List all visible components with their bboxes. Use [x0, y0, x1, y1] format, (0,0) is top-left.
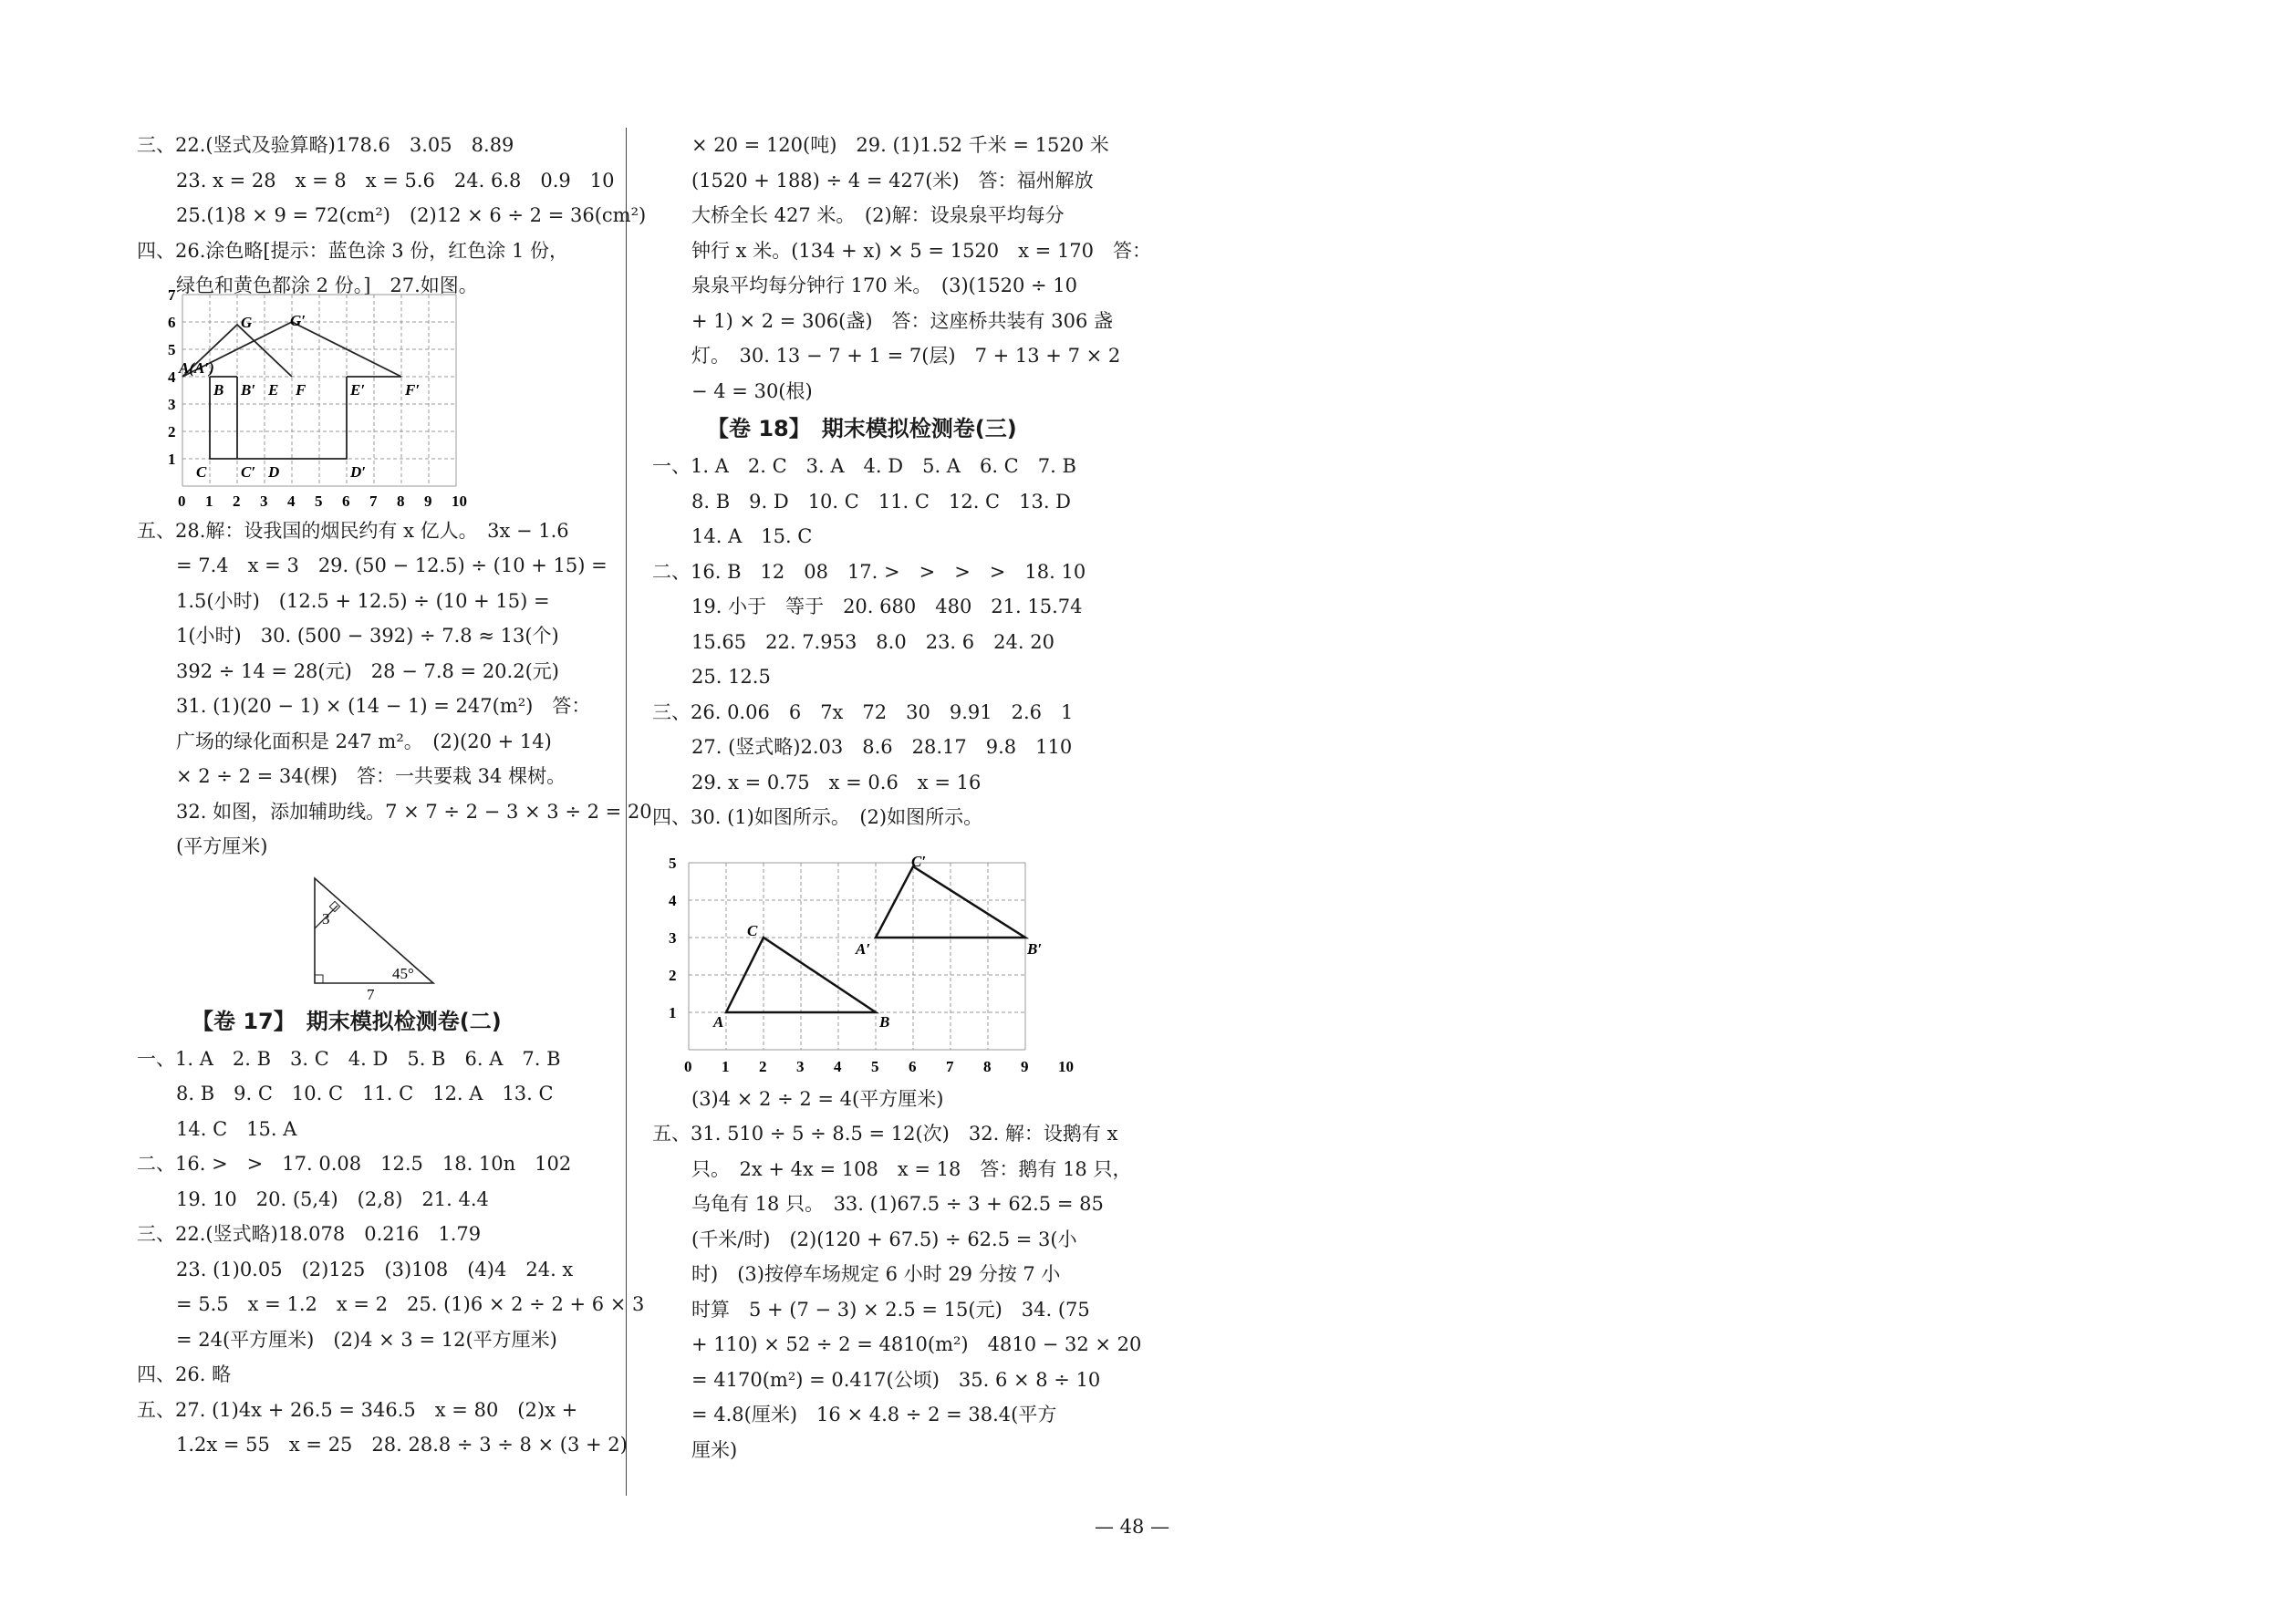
answer-line: 灯。 30. 13 − 7 + 1 = 7(层) 7 + 13 + 7 × 2: [691, 345, 1121, 367]
answer-line: + 1) × 2 = 306(盏) 答：这座桥共装有 306 盏: [691, 309, 1113, 332]
answer-line: (1520 + 188) ÷ 4 = 427(米) 答：福州解放: [691, 169, 1094, 192]
section-heading-18: 【卷 18】 期末模拟检测卷(三): [707, 416, 1017, 441]
left-answer-block-1: [137, 128, 647, 304]
answer-line: 1(小时) 30. (500 − 392) ÷ 7.8 ≈ 13(个): [176, 625, 559, 647]
answer-line: 一、1. A 2. B 3. C 4. D 5. B 6. A 7. B: [137, 1047, 561, 1070]
answer-line: 乌龟有 18 只。 33. (1)67.5 ÷ 3 + 62.5 = 85: [691, 1193, 1104, 1215]
x-tick-label: 0: [684, 1057, 692, 1075]
answer-line: 泉泉平均每分钟行 170 米。 (3)(1520 ÷ 10: [691, 275, 1077, 296]
answer-line: 三、26. 0.06 6 7x 72 30 9.91 2.6 1: [652, 700, 1074, 723]
answer-line: 15.65 22. 7.953 8.0 23. 6 24. 20: [691, 630, 1054, 653]
x-tick-label: 6: [342, 492, 350, 510]
x-tick-label: 5: [315, 492, 323, 510]
right-answer-block-3: [652, 1082, 1142, 1468]
answer-line: 时算 5 + (7 − 3) × 2.5 = 15(元) 34. (75: [691, 1298, 1090, 1321]
answer-line: 一、1. A 2. C 3. A 4. D 5. A 6. C 7. B: [652, 455, 1076, 477]
triangle-svg: [137, 865, 602, 1001]
answer-line: 钟行 x 米。(134 + x) × 5 = 1520 x = 170 答：: [691, 239, 1152, 262]
answer-line: 厘米): [691, 1438, 738, 1461]
right-answer-block-2: [652, 449, 1127, 835]
y-tick-label: 7: [168, 285, 176, 304]
coordinate-grid-figure-right: [652, 835, 1127, 1082]
answer-line: (千米/时) (2)(120 + 67.5) ÷ 62.5 = 3(小: [691, 1228, 1077, 1250]
x-tick-label: 8: [397, 492, 405, 510]
page-number: — 48 —: [1095, 1516, 1170, 1538]
point-label-c-prime: C′: [911, 852, 927, 870]
answer-line: 8. B 9. C 10. C 11. C 12. A 13. C: [176, 1083, 554, 1104]
x-tick-label: 6: [909, 1057, 917, 1075]
point-label-a-prime: A′: [856, 939, 871, 958]
answer-line: 1.5(小时) (12.5 + 12.5) ÷ (10 + 15) =: [176, 589, 550, 612]
answer-line: 三、22.(竖式及验算略)178.6 3.05 8.89: [137, 134, 514, 156]
answer-line: 25. 12.5: [691, 666, 771, 688]
grid-right-svg: [652, 835, 1127, 1082]
x-tick-label: 9: [1021, 1057, 1029, 1075]
x-tick-label: 4: [834, 1057, 842, 1075]
y-tick-label: 1: [168, 450, 176, 468]
right-angle-mark-corner: [315, 975, 323, 983]
answer-line: 14. C 15. A: [176, 1117, 297, 1140]
y-tick-label: 6: [168, 313, 176, 331]
point-label-g-prime: G′: [290, 311, 306, 329]
right-angle-mark-aux: [329, 901, 339, 911]
answer-line: 广场的绿化面积是 247 m²。 (2)(20 + 14): [176, 730, 552, 752]
answer-line: = 4170(m²) = 0.417(公顷) 35. 6 × 8 ÷ 10: [691, 1368, 1101, 1391]
x-tick-label: 5: [871, 1057, 879, 1075]
answer-line: 8. B 9. D 10. C 11. C 12. C 13. D: [691, 490, 1072, 513]
y-tick-label: 2: [168, 422, 176, 441]
right-answer-block-1: [652, 128, 1152, 409]
x-tick-label: 4: [287, 492, 296, 510]
point-label-a: A: [713, 1012, 724, 1031]
answer-line: 五、31. 510 ÷ 5 ÷ 8.5 = 12(次) 32. 解：设鹅有 x: [652, 1123, 1118, 1145]
point-label-b: B: [213, 380, 224, 399]
x-tick-label: 10: [1058, 1057, 1074, 1075]
answer-line: 32. 如图，添加辅助线。7 × 7 ÷ 2 − 3 × 3 ÷ 2 = 20: [176, 800, 652, 823]
point-label-f-prime: F′: [405, 380, 421, 399]
answer-line: = 24(平方厘米) (2)4 × 3 = 12(平方厘米): [176, 1328, 557, 1351]
x-tick-label: 10: [452, 492, 467, 510]
answer-line: 五、27. (1)4x + 26.5 = 346.5 x = 80 (2)x +: [137, 1398, 578, 1421]
answer-line: 25.(1)8 × 9 = 72(cm²) (2)12 × 6 ÷ 2 = 36(cm²): [176, 204, 647, 226]
x-tick-label: 3: [260, 492, 268, 510]
answer-line: 时) (3)按停车场规定 6 小时 29 分按 7 小: [691, 1263, 1061, 1285]
right-column: [652, 128, 1152, 1467]
answer-line: 四、30. (1)如图所示。 (2)如图所示。: [652, 806, 983, 828]
point-label-a: A(A′): [179, 358, 214, 377]
answer-line: 大桥全长 427 米。 (2)解：设泉泉平均每分: [691, 204, 1065, 226]
answer-line: 14. A 15. C: [691, 525, 813, 547]
y-tick-label: 4: [168, 368, 176, 386]
right-triangle-figure: [137, 865, 602, 1001]
answer-line: 19. 小于 等于 20. 680 480 21. 15.74: [691, 596, 1083, 617]
x-tick-label: 1: [722, 1057, 730, 1075]
point-label-b: B: [879, 1012, 890, 1031]
answer-line: 19. 10 20. (5,4) (2,8) 21. 4.4: [176, 1187, 489, 1210]
point-label-d-prime: D′: [350, 462, 367, 481]
point-label-c: C: [196, 462, 207, 481]
point-label-c-prime: C′: [241, 462, 256, 481]
y-tick-label: 5: [168, 340, 176, 358]
triangle-angle-label: 45°: [392, 964, 414, 982]
y-tick-label: 1: [669, 1003, 677, 1021]
answer-line: 29. x = 0.75 x = 0.6 x = 16: [691, 771, 982, 793]
left-answer-block-2: [137, 513, 652, 865]
section-heading-17: 【卷 17】 期末模拟检测卷(二): [192, 1008, 502, 1034]
point-label-e: E: [268, 380, 279, 399]
point-label-g: G: [241, 313, 253, 331]
answer-line: 二、16. > > 17. 0.08 12.5 18. 10n 102: [137, 1153, 572, 1175]
answer-line: 五、28.解：设我国的烟民约有 x 亿人。 3x − 1.6: [137, 519, 569, 542]
point-label-e-prime: E′: [350, 380, 366, 399]
answer-line: 四、26. 略: [137, 1363, 232, 1385]
point-label-c: C: [747, 921, 758, 939]
answer-line: (3)4 × 2 ÷ 2 = 4(平方厘米): [691, 1087, 944, 1110]
answer-line: × 2 ÷ 2 = 34(棵) 答：一共要栽 34 棵树。: [176, 765, 566, 787]
answer-line: = 4.8(厘米) 16 × 4.8 ÷ 2 = 38.4(平方: [691, 1404, 1057, 1425]
x-tick-label: 2: [233, 492, 241, 510]
answer-line: × 20 = 120(吨) 29. (1)1.52 千米 = 1520 米: [691, 134, 1109, 156]
answer-line: 1.2x = 55 x = 25 28. 28.8 ÷ 3 ÷ 8 × (3 + 2): [176, 1434, 628, 1456]
x-tick-label: 3: [796, 1057, 805, 1075]
y-tick-label: 3: [168, 395, 176, 413]
answer-line: (平方厘米): [176, 835, 268, 857]
y-tick-label: 5: [669, 854, 677, 872]
triangle-side-label: 3: [322, 909, 330, 928]
answer-line: 27. (竖式略)2.03 8.6 28.17 9.8 110: [691, 736, 1073, 758]
answer-line: 绿色和黄色都涂 2 份。] 27.如图。: [176, 275, 478, 296]
triangle-shape: [315, 878, 433, 983]
triangle-base-label: 7: [367, 985, 375, 1003]
answer-line: 四、26.涂色略[提示：蓝色涂 3 份，红色涂 1 份，: [137, 239, 569, 262]
y-tick-label: 3: [669, 928, 677, 947]
x-tick-label: 2: [759, 1057, 767, 1075]
answer-line: 31. (1)(20 − 1) × (14 − 1) = 247(m²) 答：: [176, 695, 591, 717]
answer-line: 23. (1)0.05 (2)125 (3)108 (4)4 24. x: [176, 1258, 574, 1280]
y-tick-label: 4: [669, 891, 677, 909]
x-tick-label: 7: [369, 492, 378, 510]
point-label-b-prime: B′: [241, 380, 256, 399]
answer-line: = 5.5 x = 1.2 x = 2 25. (1)6 × 2 ÷ 2 + 6 × 3: [176, 1293, 645, 1315]
y-tick-label: 2: [669, 966, 677, 984]
answer-line: 三、22.(竖式略)18.078 0.216 1.79: [137, 1223, 482, 1245]
left-column: [137, 128, 652, 1463]
answer-line: 只。 2x + 4x = 108 x = 18 答：鹅有 18 只，: [691, 1157, 1132, 1180]
x-tick-label: 1: [205, 492, 213, 510]
x-tick-label: 0: [178, 492, 186, 510]
x-tick-label: 7: [946, 1057, 954, 1075]
answer-line: + 110) × 52 ÷ 2 = 4810(m²) 4810 − 32 × 20: [691, 1333, 1142, 1355]
answer-line: = 7.4 x = 3 29. (50 − 12.5) ÷ (10 + 15) =: [176, 555, 608, 576]
x-tick-label: 8: [983, 1057, 992, 1075]
left-answer-block-3: [137, 1042, 645, 1463]
x-tick-label: 9: [424, 492, 432, 510]
point-label-b-prime: B′: [1027, 939, 1043, 958]
answer-line: 392 ÷ 14 = 28(元) 28 − 7.8 = 20.2(元): [176, 659, 559, 682]
point-label-f: F: [296, 380, 306, 399]
answer-line: − 4 = 30(根): [691, 379, 813, 402]
answer-line: 23. x = 28 x = 8 x = 5.6 24. 6.8 0.9 10: [176, 169, 615, 192]
point-label-d: D: [268, 462, 280, 481]
answer-line: 二、16. B 12 08 17. > > > > 18. 10: [652, 560, 1086, 583]
